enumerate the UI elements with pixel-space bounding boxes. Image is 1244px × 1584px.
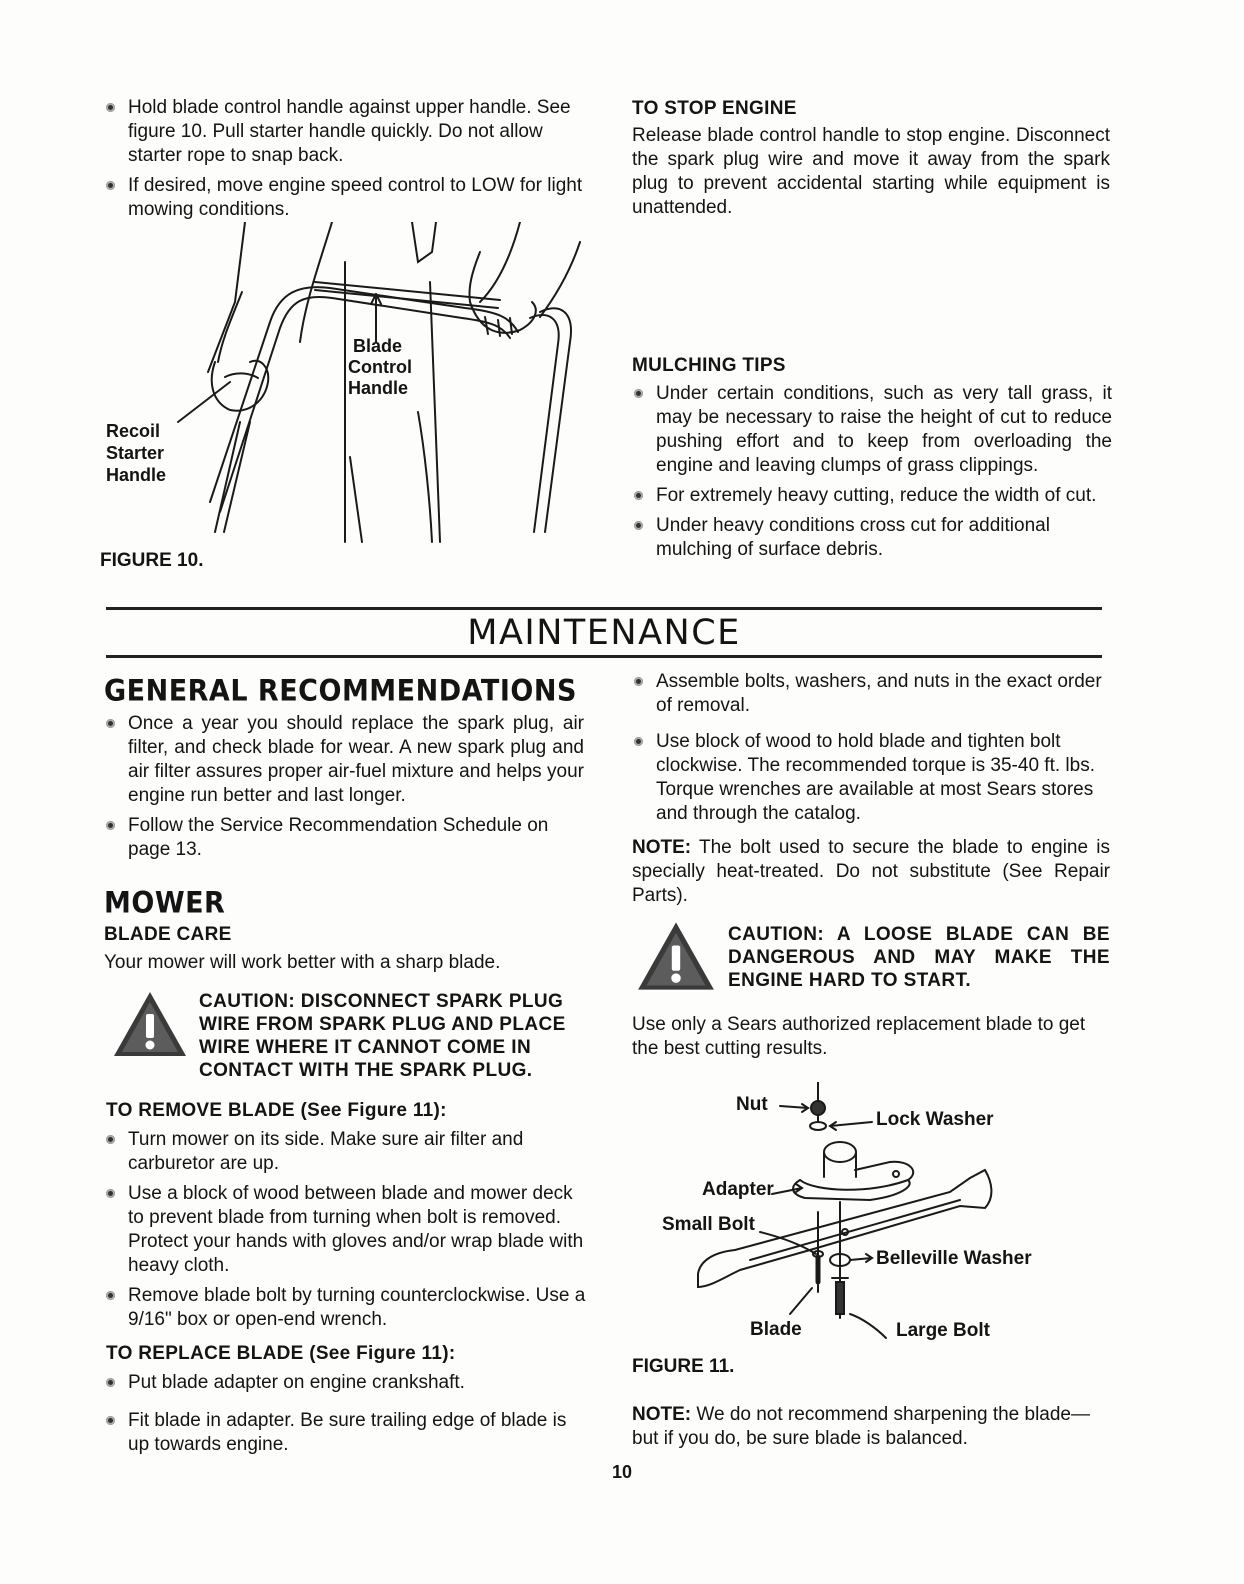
replace-blade-list [104, 1371, 588, 1463]
large-bolt-label: Large Bolt [896, 1320, 990, 1341]
remove-blade-heading: TO REMOVE BLADE (See Figure 11): [106, 1100, 447, 1121]
list-item: Use a block of wood between blade and mower deck to prevent blade from turning when bolt is removed. Protect your hands with gloves and/or wrap blade with heavy cloth. [104, 1182, 588, 1278]
label-line: Blade [353, 336, 403, 356]
recoil-starter-handle-label [106, 420, 166, 486]
remove-blade-list [104, 1128, 588, 1338]
list-item: Follow the Service Recommendation Schedule on page 13. [104, 814, 584, 862]
list-item: Under heavy conditions cross cut for additional mulching of surface debris. [632, 514, 1112, 562]
general-recommendations-list [104, 712, 584, 868]
maintenance-title: MAINTENANCE [467, 613, 741, 653]
list-item: Assemble bolts, washers, and nuts in the exact order of removal. [632, 670, 1112, 718]
top-divider [106, 607, 1102, 610]
stop-engine-heading: TO STOP ENGINE [632, 98, 797, 119]
note-sharpening [632, 1403, 1110, 1451]
label-line: Control [348, 357, 412, 377]
note-text: The bolt used to secure the blade to engine is specially heat-treated. Do not substitute (See Repair Parts). [632, 837, 1111, 906]
adapter-label: Adapter [702, 1179, 774, 1200]
nut-label: Nut [736, 1094, 768, 1115]
list-item: Hold blade control handle against upper handle. See figure 10. Pull starter handle quickly. Do not allow starter rope to snap back. [104, 96, 584, 168]
small-bolt-label: Small Bolt [662, 1214, 755, 1235]
list-item: Remove blade bolt by turning counterclockwise. Use a 9/16" box or open-end wrench. [104, 1284, 588, 1332]
figure-11 [640, 1082, 1100, 1352]
list-item: Fit blade in adapter. Be sure trailing edge of blade is up towards engine. [104, 1409, 588, 1457]
warning-icon [636, 920, 716, 992]
figure-11-caption: FIGURE 11. [632, 1356, 735, 1377]
note-text: We do not recommend sharpening the blade—but if you do, be sure blade is balanced. [632, 1404, 1091, 1449]
blade-assembly-list [632, 670, 1112, 832]
note-label: NOTE: [632, 837, 692, 858]
label-line: Starter [106, 443, 165, 463]
lock-washer-label: Lock Washer [876, 1109, 994, 1130]
belleville-washer-label: Belleville Washer [876, 1248, 1032, 1269]
mulching-tips-heading: MULCHING TIPS [632, 355, 786, 376]
list-item: For extremely heavy cutting, reduce the width of cut. [632, 484, 1112, 508]
list-item: Under certain conditions, such as very tall grass, it may be necessary to raise the height of cut to reduce pushing effort and to keep from overloading the engine and leaving clumps of grass clippings. [632, 382, 1112, 478]
page-number: 10 [611, 1462, 633, 1482]
caution-disconnect-spark-plug: CAUTION: DISCONNECT SPARK PLUG WIRE FROM SPARK PLUG AND PLACE WIRE WHERE IT CANNOT COME IN CONTACT WITH THE SPARK PLUG. [199, 991, 566, 1081]
list-item: Once a year you should replace the spark plug, air filter, and check blade for wear. A new spark plug and air filter assures proper air-fuel mixture and helps your engine run better and last longer. [104, 712, 584, 808]
figure-10-caption: FIGURE 10. [100, 550, 204, 571]
stop-engine-text: Release blade control handle to stop engine. Disconnect the spark plug wire and move it away from the spark plug to prevent accidental starting while equipment is unattended. [632, 125, 1110, 218]
blade-care-heading: BLADE CARE [104, 924, 232, 945]
figure-10 [100, 222, 600, 552]
blade-care-text: Your mower will work better with a sharp blade. [104, 952, 501, 973]
mulching-tips-list [632, 382, 1112, 568]
replace-blade-heading: TO REPLACE BLADE (See Figure 11): [106, 1343, 456, 1364]
sears-replacement-text: Use only a Sears authorized replacement blade to get the best cutting results. [632, 1014, 1086, 1059]
label-line: Handle [106, 465, 167, 485]
general-recommendations-heading: GENERAL RECOMMENDATIONS [104, 674, 577, 709]
label-line: Handle [348, 378, 409, 398]
caution-loose-blade: CAUTION: A LOOSE BLADE CAN BE DANGEROUS AND MAY MAKE THE ENGINE HARD TO START. [728, 924, 1110, 991]
label-line: Recoil [106, 421, 161, 441]
blade-label: Blade [750, 1319, 802, 1340]
note-label: NOTE: [632, 1404, 692, 1425]
bottom-divider [106, 655, 1102, 658]
list-item: Turn mower on its side. Make sure air filter and carburetor are up. [104, 1128, 588, 1176]
note-heat-treated-bolt [632, 836, 1110, 908]
list-item: Put blade adapter on engine crankshaft. [104, 1371, 588, 1395]
top-left-bullets [104, 96, 584, 228]
warning-icon [112, 990, 188, 1058]
mower-heading: MOWER [104, 886, 226, 921]
list-item: Use block of wood to hold blade and tighten bolt clockwise. The recommended torque is 35-40 ft. lbs. Torque wrenches are available at most Sears stores and through the catalog. [632, 730, 1112, 826]
list-item: If desired, move engine speed control to LOW for light mowing conditions. [104, 174, 584, 222]
blade-control-handle-label [348, 336, 412, 399]
